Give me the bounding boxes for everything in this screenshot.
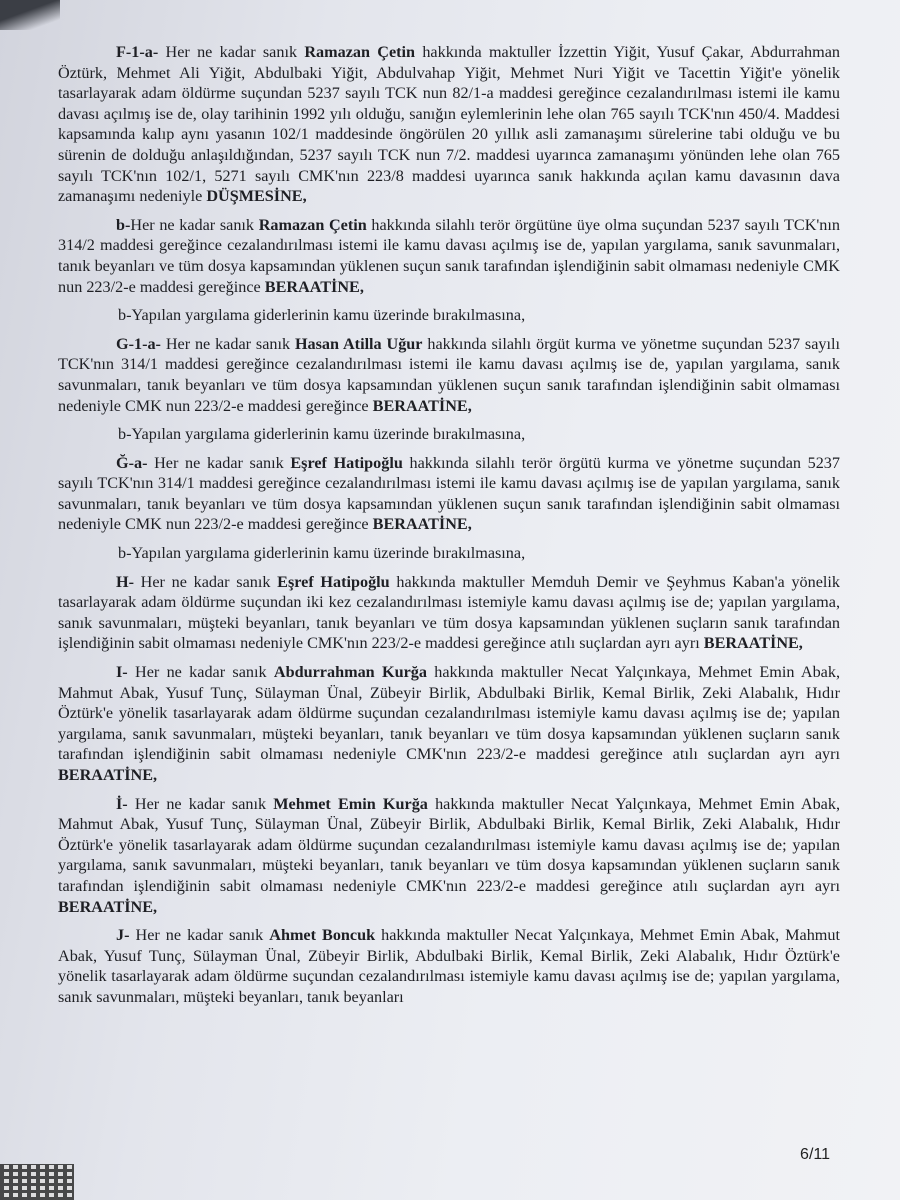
- text-segment: Her ne kadar sanık: [127, 663, 274, 682]
- bold-text: İ-: [116, 794, 128, 813]
- paragraph-f1b: [58, 215, 840, 297]
- paragraph-ga-costs: [58, 543, 840, 564]
- bold-text: Hasan Atilla Uğur: [294, 334, 423, 353]
- paragraph-g1a: [58, 334, 840, 416]
- paragraph-g1-costs: [58, 424, 840, 445]
- bold-text: G-1-a-: [116, 334, 161, 353]
- text-segment: b-Yapılan yargılama giderlerinin kamu üzerinde bırakılmasına,: [118, 544, 526, 563]
- bold-text: Mehmet Emin Kurğa: [273, 794, 428, 813]
- text-segment: hakkında maktuller Necat Yalçınkaya, Mehmet Emin Abak, Mahmut Abak, Yusuf Tunç, Sülayman Ünal, Zübeyir Birlik, Abdulbaki Birlik, Kemal Birlik, Zeki Alabalık, Hıdır Öztürk'e yönelik tasarlayarak adam öldürme suçundan cezalandırılması istemiyle kamu davası açılmış ise de; yapılan yargılama, sanık savunmaları, müşteki beyanları, tanık beyanları ve tüm dosya kapsamından yüklenen suçların sanık tarafından işlendiğinin sabit olmaması nedeniyle CMK'nın 223/2-e maddesi gereğince atılı suçlardan ayrı ayrı: [58, 663, 840, 764]
- paragraph-h: [58, 572, 840, 654]
- text-segment: hakkında silahlı terör örgütüne üye olma suçundan 5237 sayılı TCK'nın 314/2 maddesi gereğince cezalandırılması istemi ile kamu davası açılmış ise de, yapılan yargılama, sanık savunmaları, tanık beyanları ve tüm dosya kapsamından yüklenen suçun sanık tarafından işlendiğinin sabit olmaması nedeniyle CMK nun 223/2-e maddesi gereğince: [58, 215, 840, 296]
- paragraph-j: [58, 925, 840, 1007]
- bold-text: BERAATİNE,: [58, 897, 158, 916]
- bold-text: BERAATİNE,: [372, 515, 472, 534]
- bold-text: J-: [116, 926, 130, 945]
- text-segment: Her ne kadar sanık: [147, 453, 291, 472]
- text-segment: hakkında silahlı terör örgütü kurma ve yönetme suçundan 5237 sayılı TCK'nın 314/1 maddesi gereğince cezalandırılması istemi ile kamu davası açılmış ise de yapılan yargılama, sanık savunmaları, tanık beyanları ve tüm dosya kapsamından yüklenen suçun sanık tarafından işlendiğinin sabit olmaması nedeniyle CMK nun 223/2-e maddesi gereğince: [58, 453, 840, 534]
- desk-background-corner: [0, 0, 60, 30]
- bold-text: BERAATİNE,: [264, 277, 364, 296]
- bold-text: Eşref Hatipoğlu: [290, 453, 403, 472]
- bold-text: Ramazan Çetin: [304, 43, 416, 61]
- text-segment: Her ne kadar sanık: [160, 334, 295, 353]
- text-segment: hakkında maktuller İzzettin Yiğit, Yusuf Çakar, Abdurrahman Öztürk, Mehmet Ali Yiğit, Abdulbaki Yiğit, Abdulvahap Yiğit, Mehmet Nuri Yiğit ve Tacettin Yiğit'e yönelik tasarlayarak adam öldürme suçundan 5237 sayılı TCK nun 82/1-a maddesi gereğince cezalandırılması istemi ile kamu davası açılmış ise de, olay tarihinin 1992 yılı olduğu, sanığın eylemlerinin lehe olan 765 sayılı TCK'nın 450/4. Maddesi kapsamında kalıp aynı yasanın 102/1 maddesinde öngörülen 20 yıllık asli zamanaşımı sürelerine tabi olduğu ve bu sürenin de dolduğu anlaşıldığından, 5237 sayılı TCK nun 7/2. maddesi uyarınca zamanaşımı yönünden lehe olan 765 sayılı TCK'nın 102/1, 5271 sayılı CMK'nın 223/8 maddesi uyarınca sanık hakkında açılan kamu davasının dava zamanaşımı nedeniyle: [58, 43, 840, 206]
- bold-text: Ramazan Çetin: [258, 215, 367, 234]
- page-number: 6/11: [800, 1146, 830, 1163]
- paragraph-ga: [58, 453, 840, 535]
- paragraph-i-dotted: [58, 794, 840, 918]
- text-segment: Her ne kadar sanık: [127, 794, 274, 813]
- text-segment: b-Yapılan yargılama giderlerinin kamu üzerinde bırakılmasına,: [118, 306, 526, 325]
- text-segment: Her ne kadar sanık: [130, 215, 259, 234]
- paragraph-i-dotless: [58, 662, 840, 786]
- bold-text: F-1-a-: [116, 43, 159, 61]
- text-segment: hakkında maktuller Necat Yalçınkaya, Mehmet Emin Abak, Mahmut Abak, Yusuf Tunç, Sülayman Ünal, Zübeyir Birlik, Abdulbaki Birlik, Kemal Birlik, Zeki Alabalık, Hıdır Öztürk'e yönelik tasarlayarak adam öldürme suçundan cezalandırılması istemiyle kamu davası açılmış ise de; yapılan yargılama, sanık savunmaları, müşteki beyanları, tanık beyanları ve tüm dosya kapsamından yüklenen suçların sanık tarafından işlendiğinin sabit olmaması nedeniyle CMK'nın 223/2-e maddesi gereğince atılı suçlardan ayrı ayrı: [58, 794, 840, 895]
- text-segment: hakkında silahlı örgüt kurma ve yönetme suçundan 5237 sayılı TCK'nın 314/1 maddesi gereğince cezalandırılması istemi ile kamu davası açılmış ise de, yapılan yargılama, sanık savunmaları, tanık beyanları ve tüm dosya kapsamından yüklenen suçun sanık tarafından işlendiğinin sabit olmaması nedeniyle CMK nun 223/2-e maddesi gereğince: [58, 334, 840, 415]
- bold-text: H-: [116, 572, 134, 591]
- bold-text: BERAATİNE,: [372, 396, 472, 415]
- text-segment: hakkında maktuller Memduh Demir ve Şeyhmus Kaban'a yönelik tasarlayarak adam öldürme suçundan iki kez cezalandırılması istemiyle kamu davası açılmış ise de; yapılan yargılama, sanık savunmaları, müşteki beyanları, tanık beyanları ve tüm dosya kapsamından yüklenen suçların sanık tarafından işlendiğinin sabit olmaması nedeniyle CMK'nın 223/2-e maddesi gereğince atılı suçlardan ayrı ayrı: [58, 572, 840, 653]
- bold-text: I-: [116, 663, 128, 682]
- text-segment: Her ne kadar sanık: [133, 572, 278, 591]
- paragraph-f1-costs: [58, 305, 840, 326]
- text-segment: Her ne kadar sanık: [129, 926, 270, 945]
- text-segment: Her ne kadar sanık: [158, 43, 305, 61]
- bold-text: Abdurrahman Kurğa: [273, 663, 427, 682]
- paragraph-f1a: [58, 42, 840, 207]
- bold-text: BERAATİNE,: [58, 766, 158, 784]
- bold-text: b-: [116, 215, 131, 234]
- document-body: [58, 42, 840, 1016]
- bold-text: BERAATİNE,: [703, 634, 803, 653]
- text-segment: b-Yapılan yargılama giderlerinin kamu üzerinde bırakılmasına,: [118, 425, 526, 444]
- bold-text: Eşref Hatipoğlu: [277, 572, 390, 591]
- qr-code-icon: [0, 1164, 74, 1200]
- text-segment: hakkında maktuller Necat Yalçınkaya, Mehmet Emin Abak, Mahmut Abak, Yusuf Tunç, Sülayman Ünal, Zübeyir Birlik, Abdulbaki Birlik, Kemal Birlik, Zeki Alabalık, Hıdır Öztürk'e yönelik tasarlayarak adam öldürme suçundan cezalandırılması istemiyle kamu davası açılmış ise de; yapılan yargılama, sanık savunmaları, müşteki beyanları, tanık beyanları: [58, 926, 840, 1006]
- bold-text: Ğ-a-: [116, 453, 148, 472]
- bold-text: DÜŞMESİNE,: [206, 187, 307, 206]
- bold-text: Ahmet Boncuk: [269, 926, 376, 945]
